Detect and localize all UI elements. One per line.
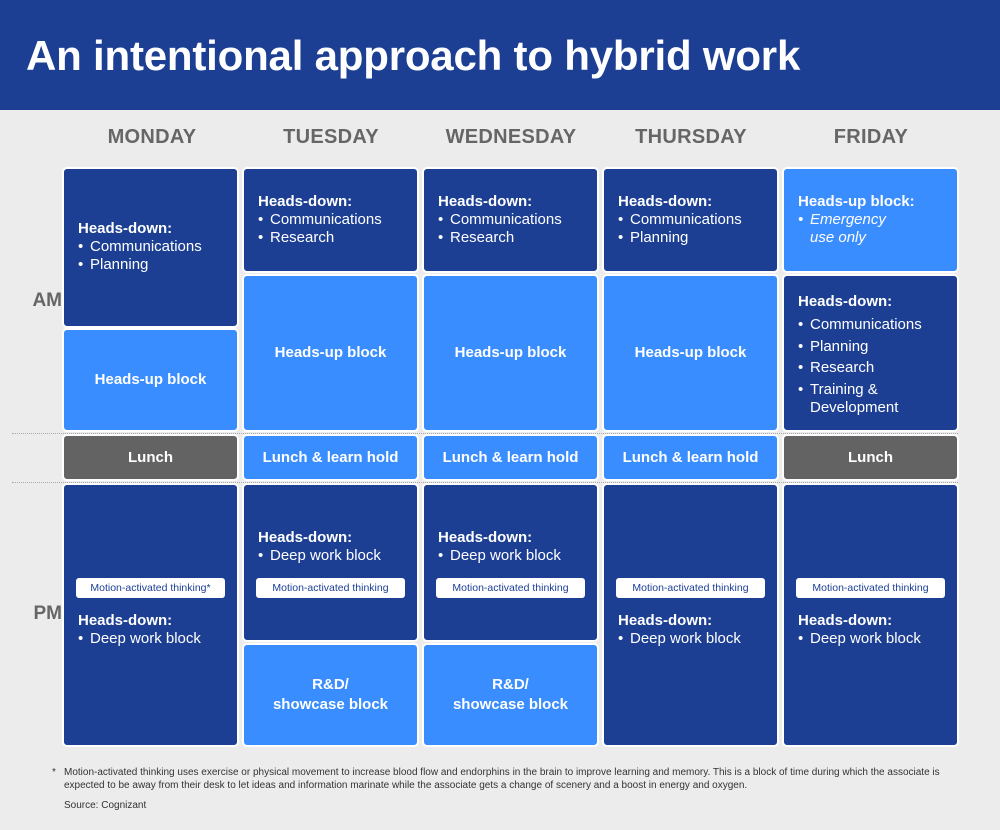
footnote: [52, 766, 954, 792]
monday-am-heads-down-block: [62, 167, 239, 328]
block-heading: Heads-down:: [618, 612, 713, 629]
block-label: Lunch & learn hold: [622, 448, 759, 466]
list-item: • Communications: [78, 238, 229, 256]
day-header-monday: MONDAY: [107, 126, 197, 148]
tuesday-lunch-block: [242, 434, 419, 481]
list-item: • Communications: [258, 211, 409, 229]
block-heading: Heads-up block:: [798, 193, 915, 210]
footnote-marker: *: [52, 767, 56, 778]
day-header-friday: FRIDAY: [833, 126, 909, 148]
footnote-text: Motion-activated thinking uses exercise or physical movement to increase blood flow and endorphins in the brain to improve learning and memory. This is a block of time during which the associate is expected to be away from their desk to let ideas and information marinate while the associate gets a change of scenery and a boost in energy and oxygen.: [64, 767, 940, 791]
block-heading: Heads-down:: [78, 220, 173, 237]
wednesday-am-heads-up-block: [422, 274, 599, 432]
block-label: Heads-up block: [454, 344, 567, 361]
block-heading: Heads-down:: [798, 293, 893, 310]
list-item: • Research: [798, 357, 949, 379]
list-item-continuation: Development: [810, 398, 899, 416]
block-label: Heads-up block: [634, 344, 747, 361]
block-heading: Heads-down:: [258, 193, 353, 210]
list-item: • Planning: [78, 256, 229, 274]
list-item: • Communications: [438, 211, 589, 229]
thursday-pm-heads-down-block: [602, 483, 779, 747]
list-item: • Planning: [798, 336, 949, 358]
block-label: Heads-up block: [274, 344, 387, 361]
list-item: • Communications: [618, 211, 769, 229]
block-label-line1: R&D/: [492, 676, 529, 693]
block-heading: Heads-down:: [438, 193, 533, 210]
block-label-line2: showcase block: [452, 696, 569, 713]
block-label: Lunch & learn hold: [262, 448, 399, 466]
tuesday-pm-heads-down-block: [242, 483, 419, 642]
block-heading: Heads-down:: [438, 529, 533, 546]
period-label-am: AM: [32, 290, 62, 311]
friday-pm-heads-down-block: [782, 483, 959, 747]
motion-activated-thinking-tag: Motion-activated thinking*: [76, 578, 225, 598]
thursday-am-heads-down-block: [602, 167, 779, 273]
tuesday-am-heads-down-block: [242, 167, 419, 273]
block-label-line1: R&D/: [312, 676, 349, 693]
list-item: • Emergency: [798, 211, 949, 229]
motion-activated-thinking-tag: Motion-activated thinking: [256, 578, 405, 598]
list-item: • Deep work block: [258, 547, 409, 565]
block-label-line2: showcase block: [272, 696, 389, 713]
block-label: Lunch: [128, 448, 173, 466]
motion-activated-thinking-tag: Motion-activated thinking: [436, 578, 585, 598]
list-item: • Training &: [798, 381, 949, 399]
day-header-tuesday: TUESDAY: [283, 126, 379, 148]
block-heading: Heads-down:: [258, 529, 353, 546]
block-heading: Heads-down:: [78, 612, 173, 629]
wednesday-pm-heads-down-block: [422, 483, 599, 642]
block-label: Heads-up block: [94, 371, 207, 388]
block-label: Lunch: [848, 448, 893, 466]
day-header-thursday: THURSDAY: [635, 126, 747, 148]
list-item: • Deep work block: [438, 547, 589, 565]
thursday-lunch-block: [602, 434, 779, 481]
wednesday-lunch-block: [422, 434, 599, 481]
title-banner: [0, 0, 1000, 110]
thursday-am-heads-up-block: [602, 274, 779, 432]
motion-activated-thinking-tag: Motion-activated thinking: [616, 578, 765, 598]
list-item: • Deep work block: [78, 630, 229, 648]
wednesday-pm-rd-showcase-block: [422, 643, 599, 747]
block-heading: Heads-down:: [798, 612, 893, 629]
list-item: • Deep work block: [618, 630, 769, 648]
list-item: • Communications: [798, 314, 949, 336]
list-item: • Research: [438, 229, 589, 247]
block-label: Lunch & learn hold: [442, 448, 579, 466]
page-title: An intentional approach to hybrid work: [26, 32, 801, 79]
friday-am-heads-up-block: [782, 167, 959, 273]
tuesday-am-heads-up-block: [242, 274, 419, 432]
source-credit: Source: Cognizant: [64, 800, 147, 811]
motion-activated-thinking-tag: Motion-activated thinking: [796, 578, 945, 598]
wednesday-am-heads-down-block: [422, 167, 599, 273]
friday-lunch-block: [782, 434, 959, 481]
monday-lunch-block: [62, 434, 239, 481]
period-label-pm: PM: [33, 603, 62, 624]
tuesday-pm-rd-showcase-block: [242, 643, 419, 747]
monday-pm-heads-down-block: [62, 483, 239, 747]
list-item: • Research: [258, 229, 409, 247]
block-heading: Heads-down:: [618, 193, 713, 210]
friday-am-heads-down-block: [782, 274, 959, 432]
day-header-wednesday: WEDNESDAY: [445, 126, 577, 148]
list-item: • Planning: [618, 229, 769, 247]
monday-am-heads-up-block: [62, 328, 239, 432]
list-item: • Deep work block: [798, 630, 949, 648]
list-item-continuation: use only: [810, 229, 866, 246]
